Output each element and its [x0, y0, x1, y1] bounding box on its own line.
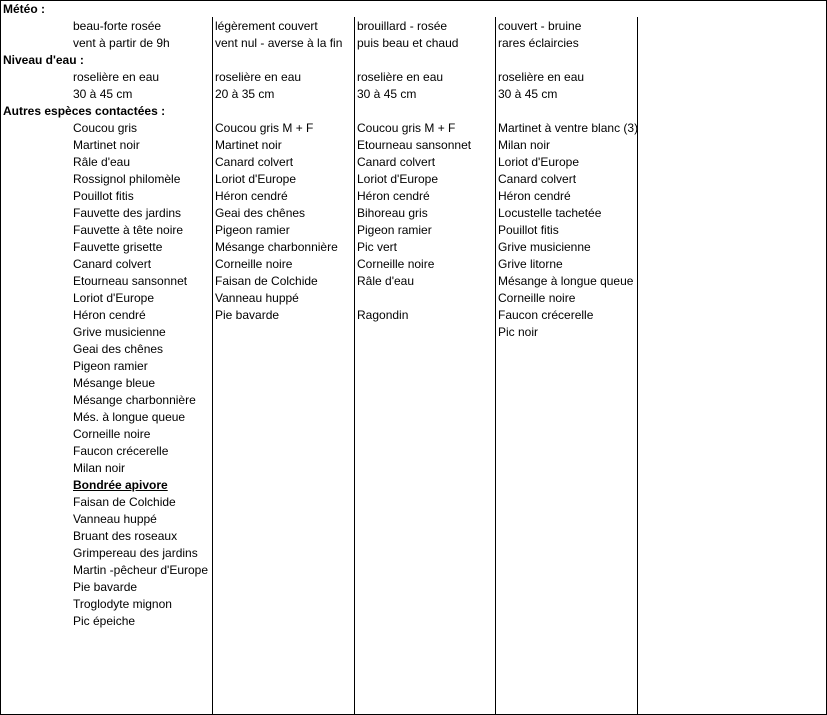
especes-cell: Fauvette des jardins	[73, 206, 182, 220]
especes-header: Autres espèces contactées :	[3, 104, 166, 118]
especes-cell: Faucon crécerelle	[498, 308, 594, 322]
especes-cell: Fauvette à tête noire	[73, 223, 184, 237]
column-divider	[495, 17, 496, 714]
niveau-cell: 20 à 35 cm	[215, 87, 275, 101]
especes-cell: Pouillot fitis	[498, 223, 559, 237]
especes-cell: Milan noir	[498, 138, 551, 152]
especes-cell: Grive litorne	[498, 257, 563, 271]
especes-cell: Canard colvert	[215, 155, 294, 169]
especes-cell: Pic noir	[498, 325, 539, 339]
especes-cell: Pigeon ramier	[73, 359, 148, 373]
especes-cell: Pigeon ramier	[357, 223, 432, 237]
especes-cell: Milan noir	[73, 461, 126, 475]
meteo-header: Météo :	[3, 2, 45, 16]
especes-cell: Troglodyte mignon	[73, 597, 172, 611]
especes-cell: Martin -pêcheur d'Europe	[73, 563, 209, 577]
especes-cell: Més. à longue queue	[73, 410, 186, 424]
especes-cell: Mésange bleue	[73, 376, 156, 390]
niveau-cell: roselière en eau	[215, 70, 302, 84]
especes-cell: Pie bavarde	[215, 308, 280, 322]
especes-cell: Bruant des roseaux	[73, 529, 178, 543]
especes-cell: Geai des chênes	[215, 206, 306, 220]
meteo-cell: vent nul - averse à la fin	[215, 36, 343, 50]
especes-cell: Héron cendré	[215, 189, 288, 203]
especes-cell: Fauvette grisette	[73, 240, 163, 254]
especes-cell: Héron cendré	[498, 189, 571, 203]
especes-cell: Canard colvert	[498, 172, 577, 186]
niveau-cell: 30 à 45 cm	[73, 87, 133, 101]
niveau-cell: 30 à 45 cm	[498, 87, 558, 101]
meteo-cell: brouillard - rosée	[357, 19, 448, 33]
column-divider	[354, 17, 355, 714]
especes-cell: Loriot d'Europe	[357, 172, 439, 186]
especes-cell: Martinet noir	[215, 138, 282, 152]
especes-cell: Rossignol philomèle	[73, 172, 181, 186]
especes-cell: Grive musicienne	[73, 325, 166, 339]
especes-cell: Coucou gris M + F	[357, 121, 456, 135]
especes-cell: Etourneau sansonnet	[357, 138, 472, 152]
especes-cell: Pie bavarde	[73, 580, 138, 594]
especes-cell: Corneille noire	[498, 291, 576, 305]
especes-cell: Mésange à longue queue	[498, 274, 634, 288]
especes-cell: Corneille noire	[73, 427, 151, 441]
especes-cell: Pic vert	[357, 240, 398, 254]
especes-cell: Pic épeiche	[73, 614, 136, 628]
especes-cell: Ragondin	[357, 308, 409, 322]
meteo-cell: rares éclaircies	[498, 36, 579, 50]
especes-cell: Grive musicienne	[498, 240, 591, 254]
meteo-cell: légèrement couvert	[215, 19, 318, 33]
niveau-cell: 30 à 45 cm	[357, 87, 417, 101]
meteo-cell: puis beau et chaud	[357, 36, 459, 50]
especes-cell: Bondrée apivore	[73, 478, 168, 492]
especes-cell: Martinet à ventre blanc (3)	[498, 121, 639, 135]
especes-cell: Loriot d'Europe	[498, 155, 580, 169]
especes-cell: Corneille noire	[357, 257, 435, 271]
especes-cell: Bihoreau gris	[357, 206, 428, 220]
especes-cell: Geai des chênes	[73, 342, 164, 356]
especes-cell: Râle d'eau	[357, 274, 414, 288]
especes-cell: Coucou gris	[73, 121, 138, 135]
especes-cell: Corneille noire	[215, 257, 293, 271]
especes-cell: Etourneau sansonnet	[73, 274, 188, 288]
especes-cell: Loriot d'Europe	[215, 172, 297, 186]
especes-cell: Râle d'eau	[73, 155, 130, 169]
especes-cell: Pouillot fitis	[73, 189, 134, 203]
especes-cell: Faucon crécerelle	[73, 444, 169, 458]
especes-cell: Faisan de Colchide	[73, 495, 176, 509]
especes-cell: Canard colvert	[73, 257, 152, 271]
meteo-cell: couvert - bruine	[498, 19, 582, 33]
especes-cell: Héron cendré	[73, 308, 146, 322]
especes-cell: Vanneau huppé	[215, 291, 299, 305]
column-divider	[212, 17, 213, 714]
especes-cell: Martinet noir	[73, 138, 140, 152]
niveau-cell: roselière en eau	[73, 70, 160, 84]
especes-cell: Héron cendré	[357, 189, 430, 203]
especes-cell: Locustelle tachetée	[498, 206, 602, 220]
especes-cell: Mésange charbonnière	[73, 393, 196, 407]
especes-cell: Grimpereau des jardins	[73, 546, 198, 560]
niveau-cell: roselière en eau	[498, 70, 585, 84]
especes-cell: Faisan de Colchide	[215, 274, 318, 288]
meteo-cell: beau-forte rosée	[73, 19, 162, 33]
niveau-header: Niveau d'eau :	[3, 53, 84, 67]
especes-cell: Loriot d'Europe	[73, 291, 155, 305]
especes-cell: Coucou gris M + F	[215, 121, 314, 135]
especes-cell: Pigeon ramier	[215, 223, 290, 237]
especes-cell: Mésange charbonnière	[215, 240, 338, 254]
especes-cell: Canard colvert	[357, 155, 436, 169]
meteo-cell: vent à partir de 9h	[73, 36, 170, 50]
especes-cell: Vanneau huppé	[73, 512, 157, 526]
niveau-cell: roselière en eau	[357, 70, 444, 84]
